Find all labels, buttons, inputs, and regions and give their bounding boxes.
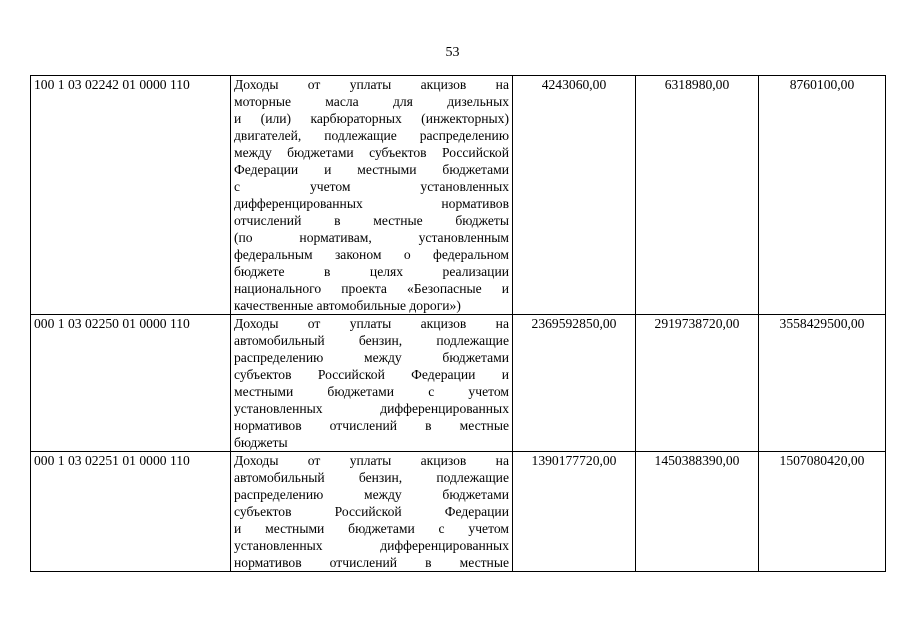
description-line: (по нормативам, установленным [234,230,509,245]
description-line: автомобильный бензин, подлежащие [234,333,509,348]
amount-year-1: 2369592850,00 [513,315,636,452]
description-line: распределению между бюджетами [234,487,509,502]
description-line: бюджеты [234,435,288,450]
amount-year-2: 2919738720,00 [636,315,759,452]
table-row [31,76,886,315]
description-line: моторные масла для дизельных [234,94,509,109]
description-line: установленных дифференцированных [234,538,509,553]
description-line: Доходы от уплаты акцизов на [234,316,509,331]
description-line: национального проекта «Безопасные и [234,281,509,296]
description-line: Доходы от уплаты акцизов на [234,77,509,92]
description-line: качественные автомобильные дороги») [234,298,461,313]
description-line: установленных дифференцированных [234,401,509,416]
description-line: субъектов Российской Федерации [234,504,509,519]
amount-year-2: 1450388390,00 [636,452,759,572]
amount-year-1: 4243060,00 [513,76,636,315]
description-line: Доходы от уплаты акцизов на [234,453,509,468]
description-line: нормативов отчислений в местные [234,555,509,570]
amount-year-2: 6318980,00 [636,76,759,315]
amount-year-3: 3558429500,00 [759,315,886,452]
description-line: нормативов отчислений в местные [234,418,509,433]
description-line: с учетом установленных [234,179,509,194]
description-line: субъектов Российской Федерации и [234,367,509,382]
description-line: бюджете в целях реализации [234,264,509,279]
revenue-description [231,452,513,572]
amount-year-3: 8760100,00 [759,76,886,315]
amount-year-3: 1507080420,00 [759,452,886,572]
description-line: между бюджетами субъектов Российской [234,145,509,160]
description-line: и местными бюджетами с учетом [234,521,509,536]
revenue-description [231,76,513,315]
description-line: автомобильный бензин, подлежащие [234,470,509,485]
revenue-table [30,75,886,572]
budget-classification-code: 000 1 03 02250 01 0000 110 [31,315,231,452]
page-number: 53 [445,45,460,60]
description-line: и (или) карбюраторных (инжекторных) [234,111,509,126]
budget-classification-code: 000 1 03 02251 01 0000 110 [31,452,231,572]
description-line: отчислений в местные бюджеты [234,213,509,228]
revenue-description [231,315,513,452]
description-line: распределению между бюджетами [234,350,509,365]
description-line: местными бюджетами с учетом [234,384,509,399]
description-line: Федерации и местными бюджетами [234,162,509,177]
table-row [31,315,886,452]
budget-classification-code: 100 1 03 02242 01 0000 110 [31,76,231,315]
description-line: двигателей, подлежащие распределению [234,128,509,143]
amount-year-1: 1390177720,00 [513,452,636,572]
description-line: федеральным законом о федеральном [234,247,509,262]
description-line: дифференцированных нормативов [234,196,509,211]
table-row [31,452,886,572]
